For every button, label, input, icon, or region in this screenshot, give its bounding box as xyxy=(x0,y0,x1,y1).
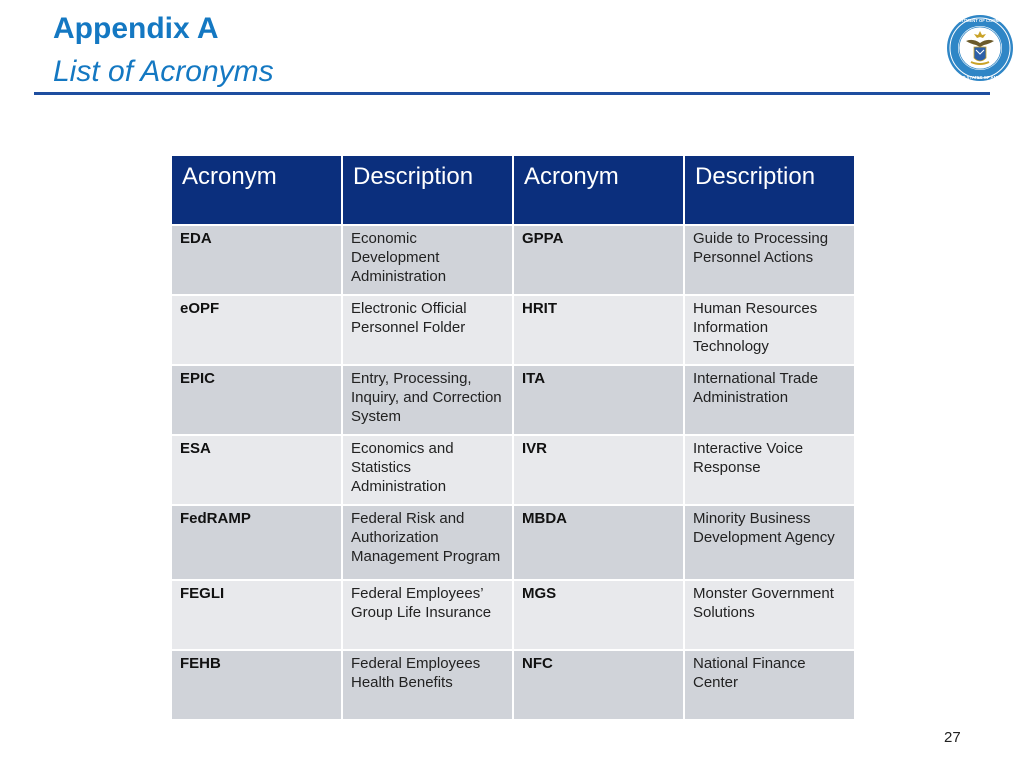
acronym-cell: IVR xyxy=(513,435,684,505)
description-cell: Interactive Voice Response xyxy=(684,435,855,505)
header-acronym-2: Acronym xyxy=(513,156,684,225)
header-acronym-1: Acronym xyxy=(171,156,342,225)
description-cell: Entry, Processing, Inquiry, and Correction System xyxy=(342,365,513,435)
description-cell: Economic Development Administration xyxy=(342,225,513,295)
table-row xyxy=(171,365,855,435)
header-description-2: Description xyxy=(684,156,855,225)
description-cell: Federal Risk and Authorization Management Program xyxy=(342,505,513,580)
description-cell: International Trade Administration xyxy=(684,365,855,435)
acronym-cell: NFC xyxy=(513,650,684,720)
table-row xyxy=(171,225,855,295)
acronym-cell: ESA xyxy=(171,435,342,505)
acronym-cell: eOPF xyxy=(171,295,342,365)
table-row xyxy=(171,580,855,650)
table-row xyxy=(171,435,855,505)
svg-text:UNITED STATES OF AMERICA: UNITED STATES OF AMERICA xyxy=(949,75,1011,80)
title-divider xyxy=(34,92,990,95)
description-cell: National Finance Center xyxy=(684,650,855,720)
table-row xyxy=(171,295,855,365)
description-cell: Human Resources Information Technology xyxy=(684,295,855,365)
description-cell: Federal Employees Health Benefits xyxy=(342,650,513,720)
description-cell: Monster Government Solutions xyxy=(684,580,855,650)
description-cell: Electronic Official Personnel Folder xyxy=(342,295,513,365)
description-cell: Economics and Statistics Administration xyxy=(342,435,513,505)
page-title: Appendix A xyxy=(53,12,219,45)
acronym-table xyxy=(170,156,856,721)
acronym-cell: GPPA xyxy=(513,225,684,295)
acronym-cell: FedRAMP xyxy=(171,505,342,580)
acronym-cell: FEGLI xyxy=(171,580,342,650)
description-cell: Guide to Processing Personnel Actions xyxy=(684,225,855,295)
acronym-cell: MBDA xyxy=(513,505,684,580)
acronym-cell: FEHB xyxy=(171,650,342,720)
page-number: 27 xyxy=(944,729,961,746)
acronym-cell: EDA xyxy=(171,225,342,295)
acronym-cell: ITA xyxy=(513,365,684,435)
description-cell: Minority Business Development Agency xyxy=(684,505,855,580)
acronym-cell: EPIC xyxy=(171,365,342,435)
department-of-commerce-seal-icon xyxy=(946,14,1014,82)
description-cell: Federal Employees’ Group Life Insurance xyxy=(342,580,513,650)
table-row xyxy=(171,505,855,580)
acronym-cell: HRIT xyxy=(513,295,684,365)
table-header-row xyxy=(171,156,855,225)
page-subtitle: List of Acronyms xyxy=(53,55,274,88)
header-description-1: Description xyxy=(342,156,513,225)
acronym-cell: MGS xyxy=(513,580,684,650)
table-row xyxy=(171,650,855,720)
svg-text:DEPARTMENT OF COMMERCE: DEPARTMENT OF COMMERCE xyxy=(949,18,1011,23)
